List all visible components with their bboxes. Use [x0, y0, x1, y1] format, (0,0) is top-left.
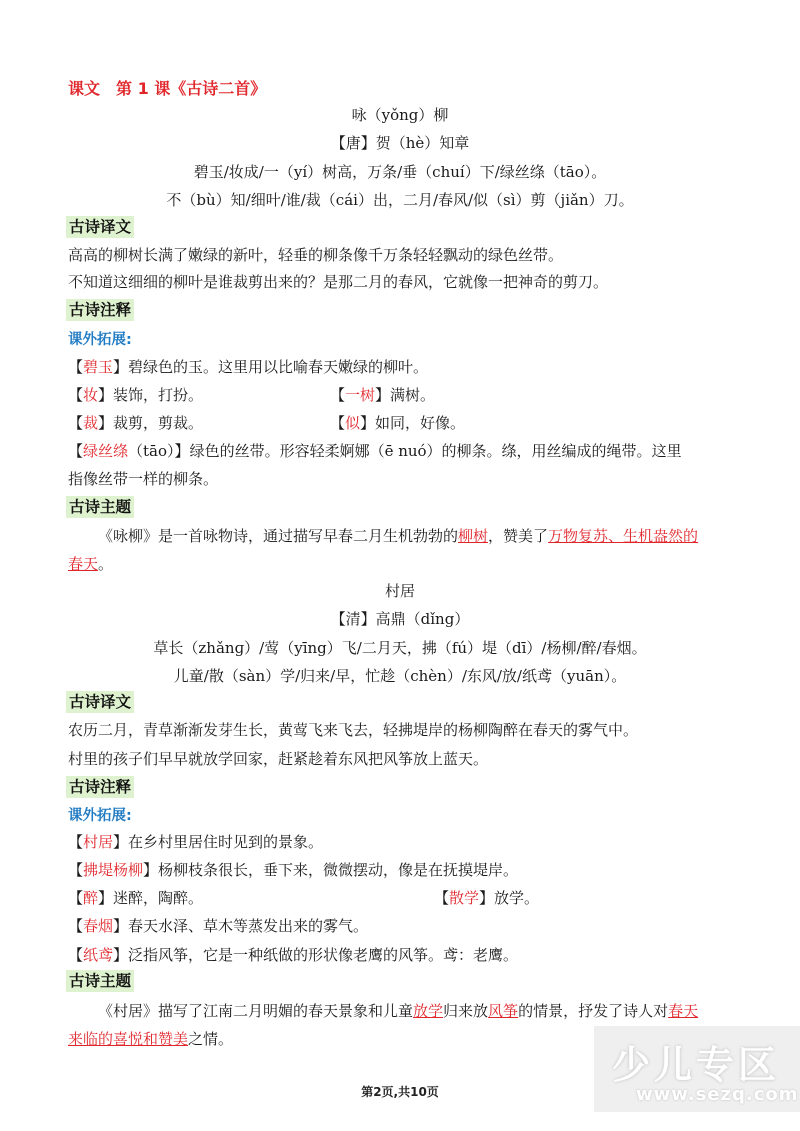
theme-keyword: 万物复苏、生机盎然的: [548, 527, 699, 545]
note-text: 泛指风筝，它是一种纸做的形状像老鹰的风筝。鸢：老鹰。: [128, 946, 519, 964]
note-text: 杨柳枝条很长，垂下来，微微摆动，像是在抚摸堤岸。: [158, 861, 519, 879]
poem2-author: 【清】高鼎（dǐng）: [330, 610, 470, 628]
theme-text: 归来放: [443, 1002, 489, 1020]
note-item: 【裁】裁剪，剪裁。: [68, 414, 204, 432]
note-term: 村居: [83, 833, 114, 851]
note-item: 【似】如同，好像。: [330, 414, 466, 432]
note-item: 【纸鸢】泛指风筝，它是一种纸做的形状像老鹰的风筝。鸢：老鹰。: [68, 946, 519, 964]
theme-keyword: 风筝: [488, 1002, 519, 1020]
poem2-line2: 儿童/散（sàn）学/归来/早，忙趁（chèn）/东风/放/纸鸢（yuān）。: [173, 667, 627, 685]
theme-text: 《村居》描写了江南二月明媚的春天景象和儿童: [98, 1002, 414, 1020]
poem2-title: 村居: [384, 582, 415, 600]
theme-keyword: 来临的喜悦和赞美: [68, 1030, 189, 1048]
note-term: 纸鸢: [83, 946, 114, 964]
poem1-line2: 不（bù）知/细叶/谁/裁（cái）出，二月/春风/似（sì）剪（jiǎn）刀。: [166, 191, 634, 209]
note-text: 如同，好像。: [375, 414, 466, 432]
note-term: 散学: [449, 889, 480, 907]
note-term: 醉: [83, 889, 99, 907]
note-term: 拂堤杨柳: [83, 861, 144, 879]
note-item: 【拂堤杨柳】杨柳枝条很长，垂下来，微微摆动，像是在抚摸堤岸。: [68, 861, 519, 879]
section-theme-1: 古诗主题: [66, 496, 134, 518]
section-notes-2: 古诗注释: [66, 776, 134, 798]
note-text: 装饰，打扮。: [113, 386, 204, 404]
poem1-author: 【唐】贺（hè）知章: [330, 134, 470, 152]
note-term: 裁: [83, 414, 99, 432]
note-text: 迷醉，陶醉。: [113, 889, 204, 907]
page-number: 第2页,共10页: [361, 1085, 439, 1099]
extension-label-1: 课外拓展:: [68, 332, 132, 348]
note-term: 春烟: [83, 917, 114, 935]
note-continuation: 指像丝带一样的柳条。: [68, 470, 219, 488]
note-term: 一树: [345, 386, 376, 404]
theme-keyword: 春天: [668, 1002, 699, 1020]
note-item: 【碧玉】碧绿色的玉。这里用以比喻春天嫩绿的柳叶。: [68, 358, 429, 376]
theme-paragraph-cont: [68, 553, 113, 574]
section-notes-1: 古诗注释: [66, 299, 134, 321]
note-item: 【绿丝绦（tāo）】绿色的丝带。形容轻柔婀娜（ē nuó）的柳条。绦，用丝编成的绳带。这里: [68, 442, 682, 460]
theme-paragraph: [98, 1000, 698, 1021]
theme-paragraph-cont: [68, 1028, 233, 1049]
theme-text: 。: [98, 555, 114, 573]
note-item: 【妆】装饰，打扮。: [68, 386, 204, 404]
poem1-line1: 碧玉/妆成/一（yí）树高，万条/垂（chuí）下/绿丝绦（tāo）。: [193, 163, 607, 181]
note-text: 在乡村里居住时见到的景象。: [128, 833, 324, 851]
note-pinyin: （tāo）: [128, 442, 175, 460]
theme-text: 《咏柳》是一首咏物诗，通过描写早春二月生机勃勃的: [98, 527, 459, 545]
theme-text: 之情。: [188, 1030, 234, 1048]
theme-keyword: 放学: [413, 1002, 444, 1020]
theme-paragraph: [98, 525, 698, 546]
note-item: 【村居】在乡村里居住时见到的景象。: [68, 833, 324, 851]
theme-text: 的情景，抒发了诗人对: [518, 1002, 669, 1020]
note-item: 【春烟】春天水泽、草木等蒸发出来的雾气。: [68, 917, 369, 935]
note-item: 【一树】满树。: [330, 386, 436, 404]
translation-line: 不知道这细细的柳叶是谁裁剪出来的？是那二月的春风，它就像一把神奇的剪刀。: [68, 273, 609, 291]
lesson-heading: 课文 第 1 课《古诗二首》: [68, 79, 267, 98]
theme-text: ，赞美了: [488, 527, 549, 545]
note-text: 绿色的丝带。形容轻柔婀娜（ē nuó）的柳条。绦，用丝编成的绳带。这里: [189, 442, 682, 460]
note-text: 春天水泽、草木等蒸发出来的雾气。: [128, 917, 369, 935]
extension-label-2: 课外拓展:: [68, 808, 132, 824]
note-term: 妆: [83, 386, 99, 404]
translation-line: 农历二月，青草渐渐发芽生长，黄莺飞来飞去，轻拂堤岸的杨柳陶醉在春天的雾气中。: [68, 721, 639, 739]
poem1-title: 咏（yǒng）柳: [351, 106, 449, 124]
watermark-logo: 少儿专区: [612, 1043, 781, 1087]
note-item: 【醉】迷醉，陶醉。: [68, 889, 204, 907]
translation-line: 高高的柳树长满了嫩绿的新叶，轻垂的柳条像千万条轻轻飘动的绿色丝带。: [68, 246, 564, 264]
note-text: 满树。: [390, 386, 436, 404]
note-term: 碧玉: [83, 358, 114, 376]
theme-keyword: 春天: [68, 555, 99, 573]
theme-keyword: 柳树: [458, 527, 489, 545]
note-text: 碧绿色的玉。这里用以比喻春天嫩绿的柳叶。: [128, 358, 429, 376]
note-term: 似: [345, 414, 361, 432]
note-item: 【散学】放学。: [434, 889, 540, 907]
section-theme-2: 古诗主题: [66, 970, 134, 992]
poem2-line1: 草长（zhǎnɡ）/莺（yīng）飞/二月天，拂（fú）堤（dī）/杨柳/醉/春烟。: [153, 639, 647, 657]
note-text: 放学。: [494, 889, 540, 907]
watermark-url: www.sezq.com: [636, 1084, 799, 1105]
translation-line: 村里的孩子们早早就放学回家，赶紧趁着东风把风筝放上蓝天。: [68, 750, 489, 768]
section-translation-2: 古诗译文: [66, 691, 134, 713]
note-term: 绿丝绦: [83, 442, 129, 460]
note-text: 裁剪，剪裁。: [113, 414, 204, 432]
section-translation-1: 古诗译文: [66, 216, 134, 238]
